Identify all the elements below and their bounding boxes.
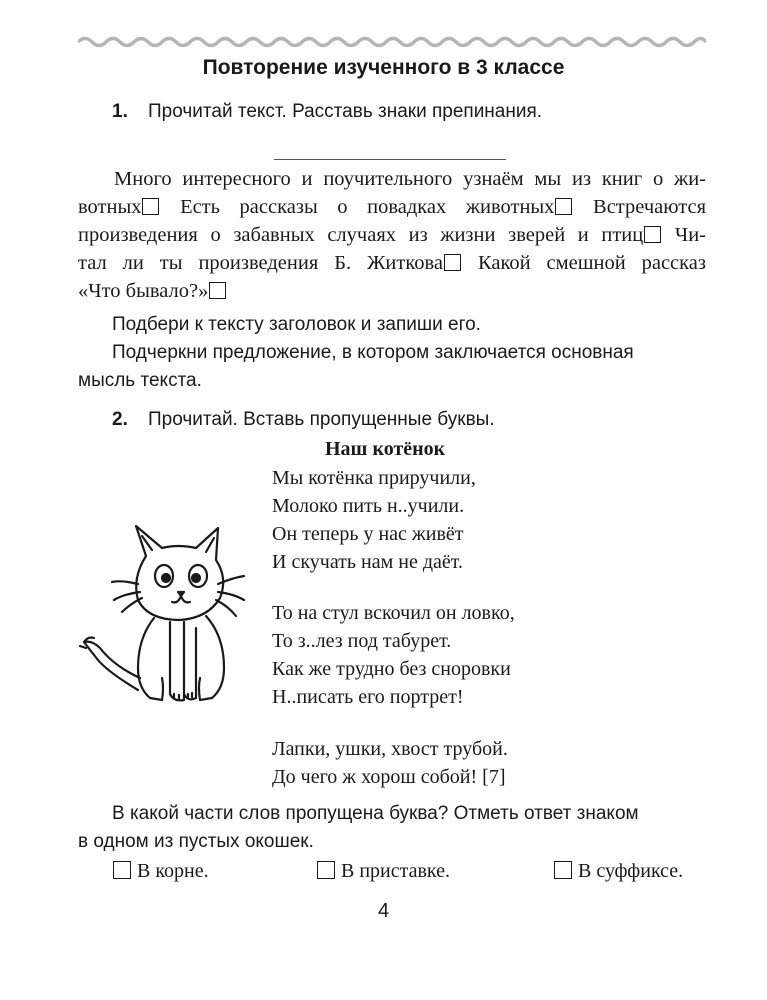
text-segment: тал ли ты произведения Б. Житкова [78, 252, 444, 274]
option-prefix[interactable] [316, 860, 450, 883]
option-root-checkbox[interactable] [113, 861, 131, 879]
option-suffix-label: В суффиксе. [578, 860, 684, 882]
task-1-number: 1. [112, 101, 128, 122]
punctuation-box[interactable] [644, 226, 661, 243]
follow-up-title-task: Подбери к тексту заголовок и запиши его. [112, 314, 481, 335]
decorative-wave-border [78, 34, 706, 50]
title-answer-line[interactable] [274, 159, 506, 160]
poem-title: Наш котёнок [325, 438, 446, 460]
option-root-label: В корне. [137, 860, 209, 882]
text-segment: Много интересного и поучительного узнаём мы из книг о жи- [114, 168, 706, 190]
text-segment: произведения о забавных случаях из жизни зверей и птиц [78, 224, 644, 246]
poem-line: И скучать нам не даёт. [272, 551, 464, 573]
text-segment: Встречаются [593, 196, 707, 218]
poem-line: Молоко пить н..учили. [272, 495, 465, 517]
poem-line: То з..лез под табурет. [272, 630, 452, 652]
follow-up-underline-task-cont: мысль текста. [78, 370, 202, 391]
follow-up-underline-task: Подчеркни предложение, в котором заключается основная [112, 342, 634, 363]
punctuation-box[interactable] [142, 198, 159, 215]
task-2-instruction: Прочитай. Вставь пропущенные буквы. [148, 409, 495, 430]
poem-line: Н..писать его портрет! [272, 686, 464, 708]
option-prefix-checkbox[interactable] [317, 861, 335, 879]
text-segment: Есть рассказы о повадках животных [180, 196, 555, 218]
text-segment: «Что бывало?» [78, 280, 209, 302]
punctuation-box[interactable] [555, 198, 572, 215]
text-line-2 [78, 196, 706, 219]
poem-line: До чего ж хорош собой! [7] [272, 766, 506, 788]
punctuation-box[interactable] [444, 254, 461, 271]
text-line-4 [78, 252, 706, 275]
task-2-number: 2. [112, 409, 128, 430]
option-root[interactable] [112, 860, 209, 883]
text-segment: Какой смешной рассказ [477, 252, 706, 274]
text-segment: Чи- [674, 224, 706, 246]
task-1-instruction: Прочитай текст. Расставь знаки препинания. [148, 101, 543, 122]
question-line-2: в одном из пустых окошек. [78, 831, 314, 852]
option-suffix-checkbox[interactable] [554, 861, 572, 879]
poem-line: Он теперь у нас живёт [272, 523, 464, 545]
poem-line: Мы котёнка приручили, [272, 467, 476, 489]
task-1-heading [112, 101, 542, 123]
text-line-3 [78, 224, 706, 247]
question-line-1: В какой части слов пропущена буква? Отметь ответ знаком [112, 803, 639, 824]
page-title: Повторение изученного в 3 классе [202, 56, 565, 79]
option-prefix-label: В приставке. [341, 860, 451, 882]
poem-line: Как же трудно без сноровки [272, 658, 511, 680]
punctuation-box[interactable] [209, 282, 226, 299]
text-segment: вотных [78, 196, 142, 218]
text-line-1 [78, 168, 706, 191]
poem-line: То на стул вскочил он ловко, [272, 602, 515, 624]
poem-line: Лапки, ушки, хвост трубой. [272, 738, 508, 760]
text-line-5 [78, 280, 227, 303]
option-suffix[interactable] [553, 860, 683, 883]
kitten-illustration [78, 518, 248, 713]
page-number: 4 [377, 900, 390, 922]
task-2-heading [112, 409, 495, 431]
